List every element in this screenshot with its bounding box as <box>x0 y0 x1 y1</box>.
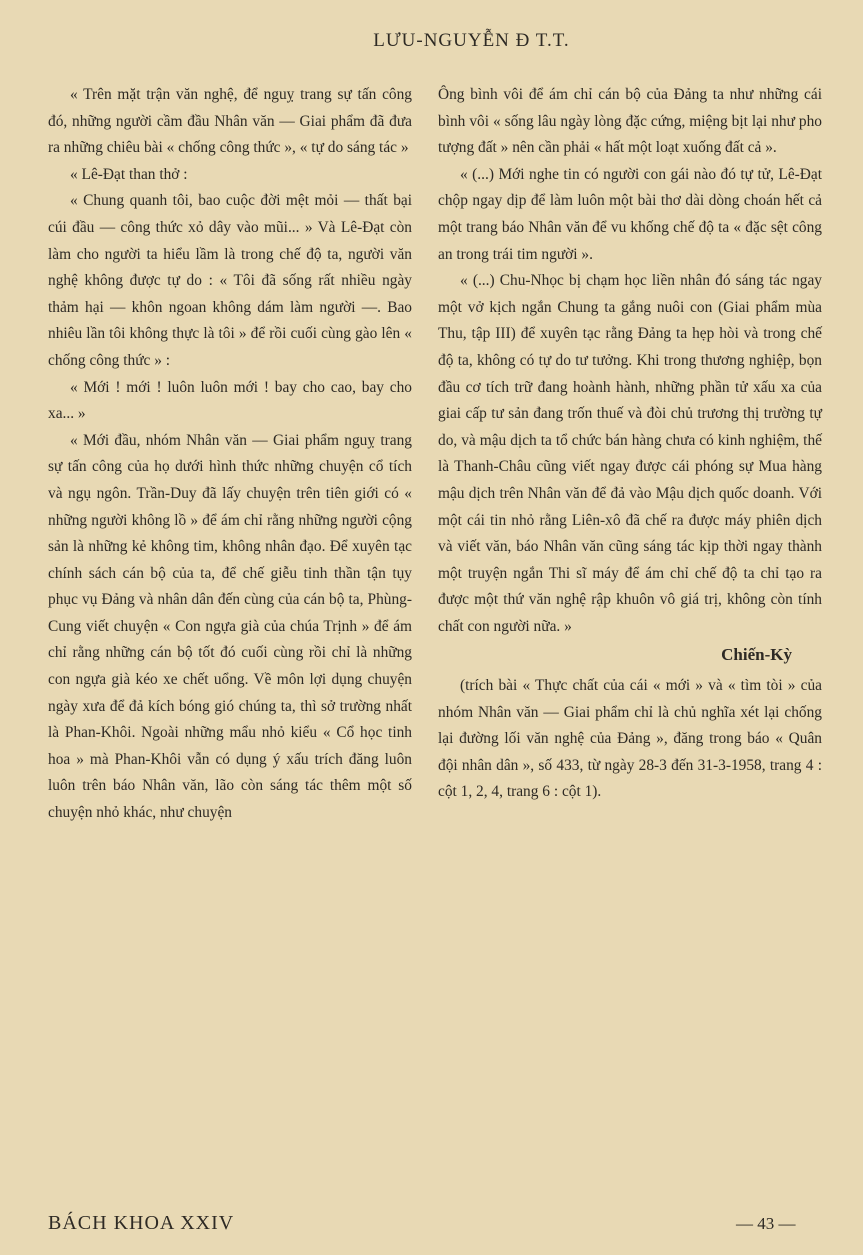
left-paragraph-2: « Lê-Đạt than thở : <box>70 165 188 183</box>
page-number: — 43 — <box>736 1214 796 1233</box>
running-header <box>0 30 863 52</box>
right-paragraph-3: « (...) Chu-Nhọc bị chạm học liền nhân đó sáng tác ngay một vở kịch ngắn Chung ta gắng nuôi con (Giai phẩm mùa Thu, tập III) để xuyên tạc rằng Đảng ta hẹp hòi và trong chế độ ta, không có tự do tư tưởng. Khi trong thương nghiệp, bọn đầu cơ tích trữ đang hoành hành, những phần tử xấu xa của giai cấp tư sản đang trốn thuế và đòi chủ trương thị trường tự do, và mậu dịch ta tổ chức bán hàng chưa có kinh nghiệm, thế là Thanh-Châu cũng viết ngay được cái phóng sự Mua hàng mậu dịch trên Nhân văn để đả vào Mậu dịch quốc doanh. Với một cái tin nhỏ rằng Liên-xô đã chế ra được máy phiên dịch và viết văn, báo Nhân văn cũng sáng tác kịp thời ngay thành một truyện ngắn Thi sĩ máy để ám chỉ chế độ ta chỉ tạo ra được một thứ văn nghệ rập khuôn vô giá trị, không còn tính chất con người nữa. » <box>438 272 822 635</box>
right-column <box>438 82 822 806</box>
left-paragraph-1: « Trên mặt trận văn nghệ, để nguỵ trang sự tấn công đó, những người cầm đầu Nhân văn — Giai phẩm đã đưa ra những chiêu bài « chống công thức », « tự do sáng tác » <box>48 86 412 157</box>
left-paragraph-5: « Mới đầu, nhóm Nhân văn — Giai phẩm nguỵ trang sự tấn công của họ dưới hình thức những chuyện cổ tích và ngụ ngôn. Trần-Duy đã lấy chuyện trên tiên giới có « những người không lồ » để ám chỉ rằng những người cộng sản là những kẻ không tim, không nhân đạo. Để xuyên tạc chính sách cán bộ của ta, để chế giễu tinh thần tận tụy phục vụ Đảng và nhân dân đến cùng của cán bộ ta, Phùng-Cung viết chuyện « Con ngựa già của chúa Trịnh » để ám chỉ rằng những cán bộ tốt đó cuối cùng rồi chỉ là những con ngựa già kéo xe chết uổng. Về môn lợi dụng chuyện ngày xưa để đả kích bóng gió chúng ta, thì sở trường nhất là Phan-Khôi. Ngoài những mẩu nhỏ kiểu « Cổ học tinh hoa » mà Phan-Khôi vẫn có dụng ý xấu trích đăng luôn luôn trên báo Nhân văn, lão còn sáng tác thêm một số chuyện nhỏ khác, như chuyện <box>48 431 412 822</box>
right-paragraph-1: Ông bình vôi để ám chỉ cán bộ của Đảng ta như những cái bình vôi « sống lâu ngày lòng đặc cứng, miệng bịt lại như pho tượng đất » nên cần phải « hất một loạt xuống đất cả ». <box>438 86 822 157</box>
author-signature: Chiến-Kỳ <box>721 645 792 665</box>
source-citation: (trích bài « Thực chất của cái « mới » và « tìm tòi » của nhóm Nhân văn — Giai phẩm chỉ là chủ nghĩa xét lại chống lại đường lối văn nghệ của Đảng », đăng trong báo « Quân đội nhân dân », số 433, từ ngày 28-3 đến 31-3-1958, trang 4 : cột 1, 2, 4, trang 6 : cột 1). <box>438 677 822 801</box>
right-paragraph-2: « (...) Mới nghe tin có người con gái nào đó tự tử, Lê-Đạt chộp ngay dịp để làm luôn một bài thơ dài dòng choán hết cả một trang báo Nhân văn để vu khống chế độ ta « đặc sệt công an trong trái tim người ». <box>438 165 822 263</box>
left-column <box>48 82 412 827</box>
magazine-footer: BÁCH KHOA XXIV <box>48 1212 235 1234</box>
running-title: LƯU-NGUYỄN Đ T.T. <box>373 30 570 51</box>
left-paragraph-4: « Mới ! mới ! luôn luôn mới ! bay cho cao, bay cho xa... » <box>48 378 412 423</box>
left-paragraph-3: « Chung quanh tôi, bao cuộc đời mệt mỏi — thất bại cúi đầu — công thức xỏ dây vào mũi... » Và Lê-Đạt còn làm cho người ta hiểu lầm là trong chế độ ta, người văn nghệ không được tự do : « Tôi đã sống rất nhiều ngày thảm hại — khôn ngoan không dám làm người —. Bao nhiêu lần tôi không thực là tôi » để rồi cuối cùng gào lên « chống công thức » : <box>48 192 412 369</box>
